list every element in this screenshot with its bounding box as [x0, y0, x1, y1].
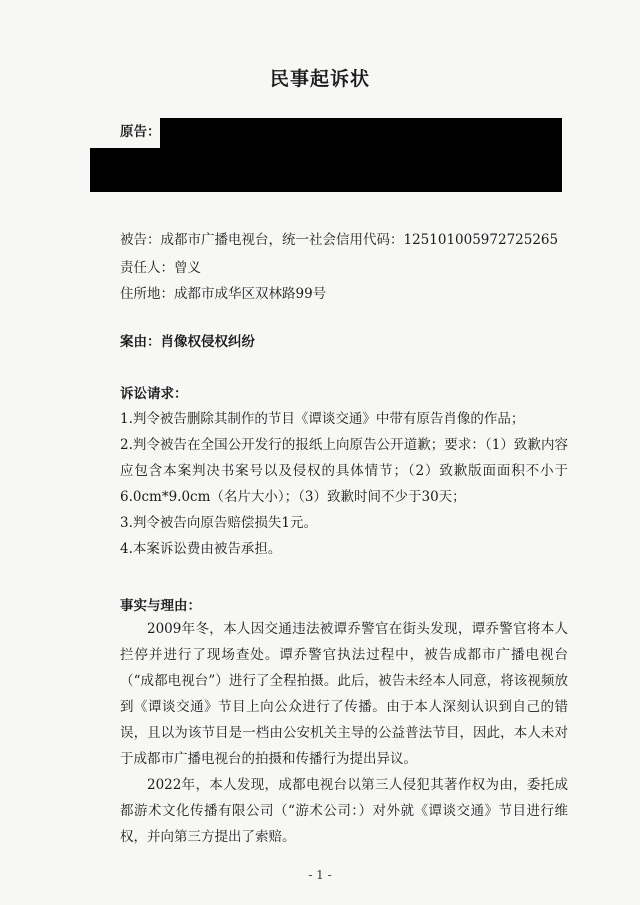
plaintiff-label: 原告：	[120, 124, 161, 140]
facts-paragraph-1: 2009年冬，本人因交通违法被谭乔警官在街头发现，谭乔警官将本人拦停并进行了现场查处。谭乔警官执法过程中，被告成都市广播电视台（“成都电视台”）进行了全程拍摄。此后，被告未经本人同意，将该视频放到《谭谈交通》节目上向公众进行了传播。由于本人深刻认识到自己的错误，且以为该节目是一档由公安机关主导的公益普法节目，因此，本人未对于成都市广播电视台的拍摄和传播行为提出异议。	[120, 621, 568, 767]
claim-3: 3.判令被告向原告赔偿损失1元。	[120, 515, 317, 531]
facts-paragraph-2: 2022年，本人发现，成都电视台以第三人侵犯其著作权为由，委托成都游术文化传播有限公司（“游术公司：）对外就《谭谈交通》节目进行维权，并向第三方提出了索赔。	[120, 777, 568, 845]
claim-2: 2.判令被告在全国公开发行的报纸上向原告公开道歉；要求：（1）致歉内容应包含本案判决书案号以及侵权的具体情节；（2）致歉版面面积不小于6.0cm*9.0cm（名片大小）；（3）致歉时间不少于30天；	[120, 437, 568, 505]
page-number: - 1 -	[308, 868, 332, 882]
facts-heading: 事实与理由：	[120, 598, 201, 614]
redaction-block-bottom	[90, 148, 562, 192]
claim-1: 1.判令被告删除其制作的节目《谭谈交通》中带有原告肖像的作品；	[120, 411, 525, 427]
document-title: 民事起诉状	[269, 68, 370, 90]
claims-heading: 诉讼请求：	[120, 386, 188, 402]
case-cause-line: 案由：肖像权侵权纠纷	[120, 334, 255, 350]
claim-4: 4.本案诉讼费由被告承担。	[120, 541, 282, 557]
defendant-line: 被告：成都市广播电视台，统一社会信用代码：125101005972725265	[120, 232, 559, 248]
address-line: 住所地：成都市成华区双林路99号	[120, 286, 327, 302]
responsible-person-line: 责任人：曾义	[120, 260, 201, 276]
